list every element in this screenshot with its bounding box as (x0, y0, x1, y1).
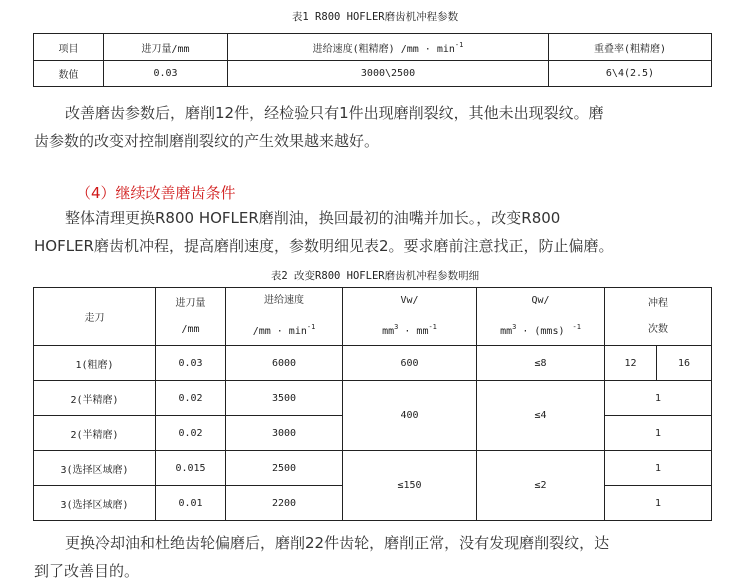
table2-row3-speed: 3000 (226, 416, 343, 451)
paragraph-1-line-1: 改善磨齿参数后，磨削12件，经检验只有1件出现磨削裂纹，其他未出现裂纹。磨 (65, 104, 604, 122)
table2-row1-qw: ≤8 (477, 346, 605, 381)
table1-header-row (34, 34, 712, 61)
table2-header-feed-l1: 进刀量 (175, 297, 206, 309)
table1-row-speed: 3000\2500 (228, 61, 549, 87)
table2-row1-stroke-b: 16 (657, 346, 712, 381)
table2-header-speed-sup: -1 (306, 323, 316, 331)
table1-row-label: 数值 (34, 61, 104, 87)
table2-header-stroke-l1: 冲程 (648, 297, 668, 309)
paragraph-3 (34, 529, 724, 585)
table2-header-stroke-l2: 次数 (648, 323, 668, 335)
table2-header-speed-l1: 进给速度 (264, 295, 304, 306)
table2-row3-pass: 2(半精磨) (34, 416, 156, 451)
table2-row5-speed: 2200 (226, 486, 343, 521)
table2-merged-vw-semi: 400 (343, 381, 477, 451)
table2-row5-pass: 3(选择区域磨) (34, 486, 156, 521)
table2-row1-pass: 1(粗磨) (34, 346, 156, 381)
table2-row2-pass: 2(半精磨) (34, 381, 156, 416)
paragraph-3-line-2: 到了改善目的。 (34, 562, 140, 580)
table2-row4-speed: 2500 (226, 451, 343, 486)
table2-header-speed-l2 (226, 314, 342, 345)
table-row (34, 381, 712, 416)
table2-row1-speed: 6000 (226, 346, 343, 381)
paragraph-2-line-1: 整体清理更换R800 HOFLER磨削油，换回最初的油嘴并加长。，改变R800 (65, 209, 561, 227)
paragraph-2 (34, 204, 724, 260)
table2-merged-qw-semi: ≤4 (477, 381, 605, 451)
table2-row5-stroke: 1 (605, 486, 712, 521)
table2-row3-feed: 0.02 (156, 416, 226, 451)
table1-data-row (34, 61, 712, 87)
table2-merged-vw-select: ≤150 (343, 451, 477, 521)
table2-header-qw-l1: Qw/ (531, 295, 550, 306)
table2-row1-stroke-a: 12 (605, 346, 657, 381)
table1-header-item: 项目 (34, 34, 104, 61)
table1-row-feed: 0.03 (104, 61, 228, 87)
table2-header-vw-sup1: 3 (394, 323, 399, 331)
table2-header-qw-sup2: -1 (572, 323, 581, 331)
table2-header-stroke (605, 288, 712, 346)
table2-row2-feed: 0.02 (156, 381, 226, 416)
table2-row3-stroke: 1 (605, 416, 712, 451)
table2-header-vw-l2a: mm (382, 326, 395, 337)
table2-header-qw-l2b: · (mms) (516, 326, 565, 337)
table2-row4-stroke: 1 (605, 451, 712, 486)
table2-row2-stroke: 1 (605, 381, 712, 416)
table1-header-feed: 进刀量/mm (104, 34, 228, 61)
table2-merged-qw-select: ≤2 (477, 451, 605, 521)
table1-header-speed-text: 进给速度(粗精磨) /mm · min (312, 43, 455, 55)
paragraph-1 (34, 99, 724, 155)
paragraph-2-line-2: HOFLER磨齿机冲程，提高磨削速度，参数明细见表2。要求磨前注意找正，防止偏磨。 (34, 237, 614, 255)
table2-header-pass: 走刀 (34, 288, 156, 346)
table2-row1-feed: 0.03 (156, 346, 226, 381)
table2-header-vw-l1: Vw/ (400, 295, 419, 306)
table-row (34, 346, 712, 381)
table2-caption: 表2 改变R800 HOFLER磨齿机冲程参数明细 (270, 270, 480, 282)
table2-header-qw (477, 288, 605, 346)
table2-row4-feed: 0.015 (156, 451, 226, 486)
table2-header-feed (156, 288, 226, 346)
table2-header-qw-l2 (477, 314, 604, 345)
table1-caption: 表1 R800 HOFLER磨齿机冲程参数 (291, 11, 459, 23)
paragraph-3-line-1: 更换冷却油和杜绝齿轮偏磨后，磨削22件齿轮，磨削正常，没有发现磨削裂纹，达 (65, 534, 610, 552)
table1 (33, 33, 712, 87)
table2-header-speed-l2-text: /mm · min (252, 326, 307, 337)
table2 (33, 287, 712, 521)
table2-header-vw-l2b: · mm (398, 326, 429, 337)
table2-header-row (34, 288, 712, 346)
table1-row-overlap: 6\4(2.5) (549, 61, 712, 87)
table2-header-qw-l2a: mm (500, 326, 513, 337)
table2-row1-vw: 600 (343, 346, 477, 381)
table2-row4-pass: 3(选择区域磨) (34, 451, 156, 486)
table2-header-vw-l2 (343, 314, 476, 345)
paragraph-1-line-2: 齿参数的改变对控制磨削裂纹的产生效果越来越好。 (34, 132, 380, 150)
table1-header-overlap: 重叠率(粗精磨) (549, 34, 712, 61)
table2-header-qw-sup1: 3 (512, 323, 517, 331)
table2-header-vw (343, 288, 477, 346)
table2-row5-feed: 0.01 (156, 486, 226, 521)
table2-header-speed (226, 288, 343, 346)
table1-header-speed-sup: -1 (454, 40, 464, 49)
table1-header-speed (228, 34, 549, 61)
table-row (34, 451, 712, 486)
section-4-heading: （4）继续改善磨齿条件 (76, 184, 236, 202)
table2-row2-speed: 3500 (226, 381, 343, 416)
table2-header-feed-l2: /mm (181, 323, 200, 335)
table2-header-vw-sup2: -1 (428, 323, 437, 331)
